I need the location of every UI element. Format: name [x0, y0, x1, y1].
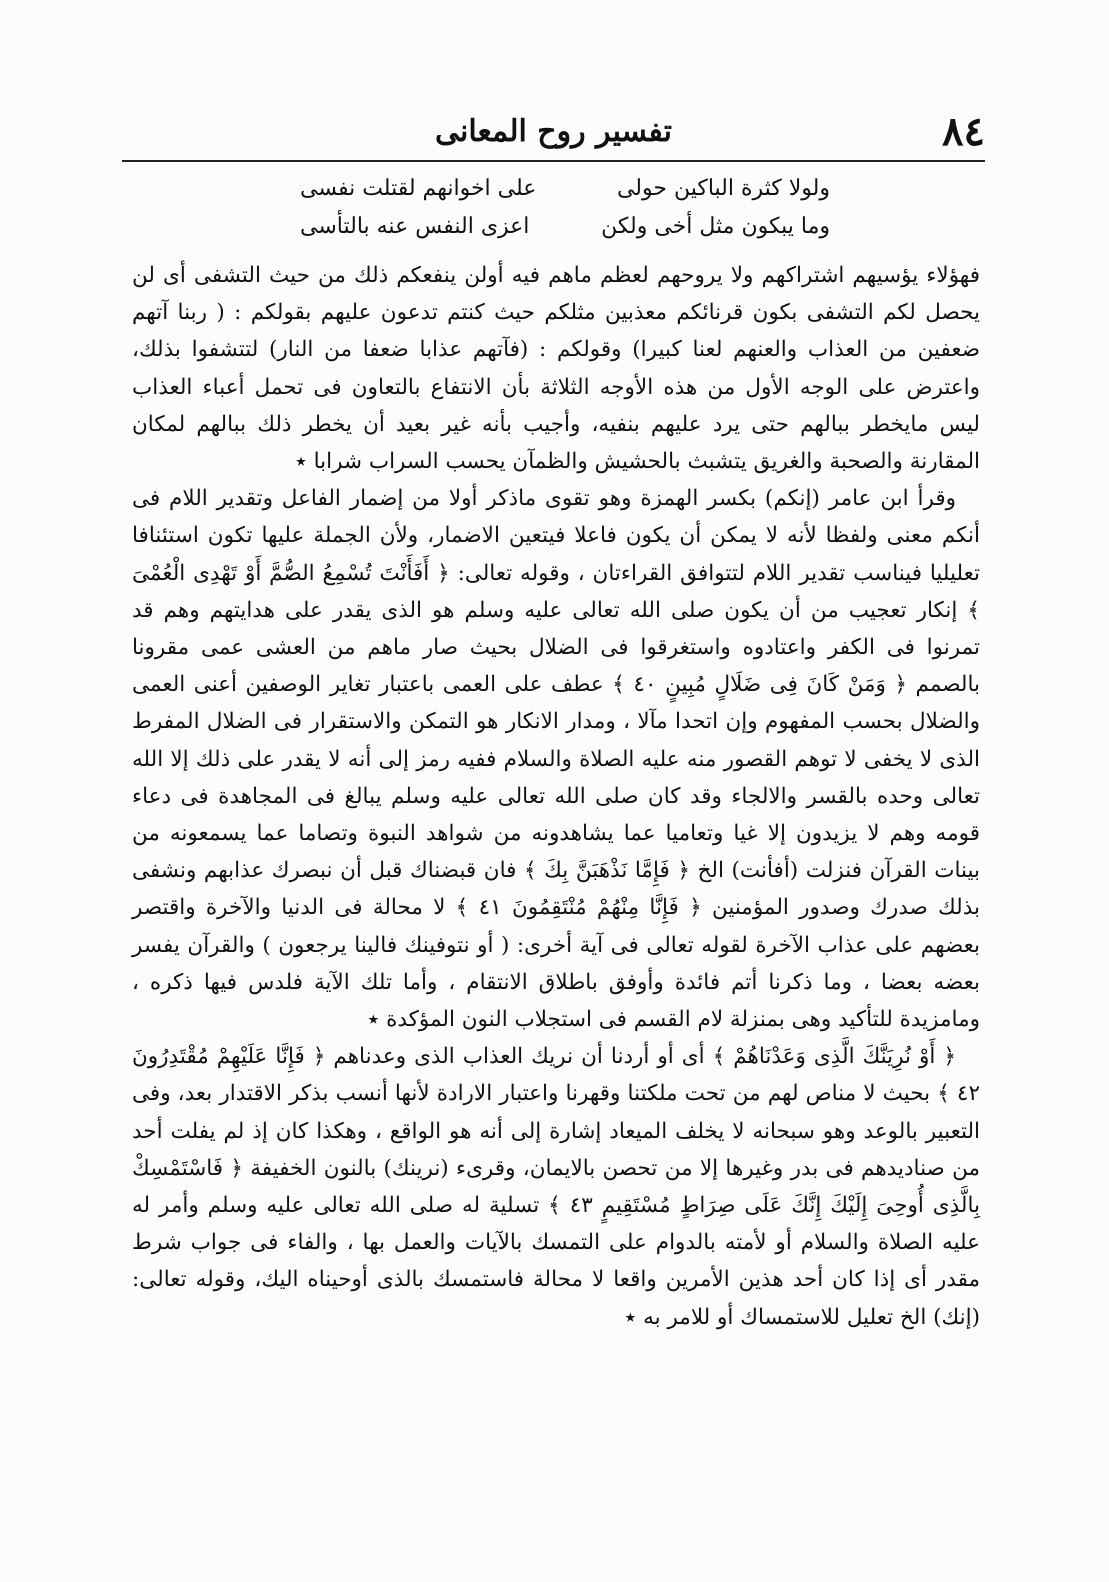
- paragraph: ﴿ أَوْ نُرِيَنَّكَ الَّذِى وَعَدْنَاهُمْ ﴾ أى أو أردنا أن نريك العذاب الذى وعدناهم ﴿ فَإِنَّا عَلَيْهِمْ مُقْتَدِرُونَ ٤٢ ﴾ بحيث لا مناص لهم من تحت ملكتنا وقهرنا واعتبار الارادة لأنها أنسب بذكر الاقتدار بعد، وفى التعبير بالوعد وهو سبحانه لا يخلف الميعاد إشارة إلى أنه هو الواقع ، وهكذا كان إذ لم يفلت أحد من صناديدهم فى بدر وغيرها إلا من تحصن بالايمان، وقرىء (نرينك) بالنون الخفيفة ﴿ فَاسْتَمْسِكْ بِالَّذِى أُوحِىَ إِلَيْكَ إِنَّكَ عَلَى صِرَاطٍ مُسْتَقِيمٍ ٤٣ ﴾ تسلية له صلى الله تعالى عليه وسلم وأمر له عليه الصلاة والسلام أو لأمته بالدوام على التمسك بالآيات والعمل بها ، والفاء فى جواب شرط مقدر أى إذا كان أحد هذين الأمرين واقعا لا محالة فاستمسك بالذى أوحيناه اليك، وقوله تعالى: (إنك) الخ تعليل للاستمساك أو للامر به ٭: [132, 1044, 980, 1330]
- running-title: تفسير روح المعانى: [435, 114, 672, 149]
- header-rule: [122, 160, 985, 162]
- paragraph: فهؤلاء يؤسيهم اشتراكهم ولا يروحهم لعظم ماهم فيه أولن ينفعكم ذلك من حيث التشفى أى لن يحصل لكم التشفى بكون قرنائكم معذبين مثلكم حيث كنتم تدعون عليهم بقولكم : ( ربنا آتهم ضعفين من العذاب والعنهم لعنا كبيرا) وقولكم : (فآتهم عذابا ضعفا من النار) لتتشفوا بذلك، واعترض على الوجه الأول من هذه الأوجه الثلاثة بأن الانتفاع بالتعاون فى تحمل أعباء العذاب ليس مايخطر ببالهم حتى يرد عليهم بنفيه، وأجيب بأنه غير بعيد أن يخطر ذلك ببالهم لمكان المقارنة والصحبة والغريق يتشبث بالحشيش والظمآن يحسب السراب شرابا ٭: [132, 263, 980, 475]
- page-number: ٨٤: [942, 108, 985, 155]
- verse-line: [300, 170, 830, 208]
- verse-first-hemistich: وما يبكون مثل أخى ولكن: [601, 214, 830, 239]
- verse-second-hemistich: اعزى النفس عنه بالتأسى: [300, 214, 530, 239]
- verse-second-hemistich: على اخوانهم لقتلت نفسى: [300, 176, 537, 201]
- body-text: [132, 257, 980, 1336]
- poetry-block: [300, 170, 830, 246]
- page-header: [122, 100, 985, 160]
- verse-first-hemistich: ولولا كثرة الباكين حولى: [616, 176, 830, 201]
- verse-line: [300, 208, 830, 246]
- paragraph: وقرأ ابن عامر (إنكم) بكسر الهمزة وهو تقوى ماذكر أولا من إضمار الفاعل وتقدير اللام فى أنكم معنى ولفظا لأنه لا يمكن أن يكون فاعلا فيتعين الاضمار، ولأن الجملة عليها تكون استئنافا تعليليا فيناسب تقدير اللام لتتوافق القراءتان ، وقوله تعالى: ﴿ أَفَأَنْتَ تُسْمِعُ الصُّمَّ أَوْ تَهْدِى الْعُمْىَ ﴾ إنكار تعجيب من أن يكون صلى الله تعالى عليه وسلم هو الذى يقدر على هدايتهم وهم قد تمرنوا فى الكفر واعتادوه واستغرقوا فى الضلال بحيث صار ماهم من العشى عمى مقرونا بالصمم ﴿ وَمَنْ كَانَ فِى ضَلَالٍ مُبِينٍ ٤٠ ﴾ عطف على العمى باعتبار تغاير الوصفين أعنى العمى والضلال بحسب المفهوم وإن اتحدا مآلا ، ومدار الانكار هو التمكن والاستقرار فى الضلال المفرط الذى لا يخفى لا توهم القصور منه عليه الصلاة والسلام ففيه رمز إلى أنه لا يقدر على ذلك إلا الله تعالى وحده بالقسر والالجاء وقد كان صلى الله تعالى عليه وسلم يبالغ فى المجاهدة فى دعاء قومه وهم لا يزيدون إلا غيا وتعاميا عما يشاهدونه من شواهد النبوة وتصاما عما يسمعونه من بينات القرآن فنزلت (أفأنت) الخ ﴿ فَإِمَّا نَذْهَبَنَّ بِكَ ﴾ فان قبضناك قبل أن نبصرك عذابهم ونشفى بذلك صدرك وصدور المؤمنين ﴿ فَإِنَّا مِنْهُمْ مُنْتَقِمُونَ ٤١ ﴾ لا محالة فى الدنيا والآخرة واقتصر بعضهم على عذاب الآخرة لقوله تعالى فى آية أخرى: ( أو نتوفينك فالينا يرجعون ) والقرآن يفسر بعضه بعضا ، وما ذكرنا أتم فائدة وأوفق باطلاق الانتقام ، وأما تلك الآية فلدس فيها ذكره ، ومامزيدة للتأكيد وهى بمنزلة لام القسم فى استجلاب النون المؤكدة ٭: [132, 486, 980, 1033]
